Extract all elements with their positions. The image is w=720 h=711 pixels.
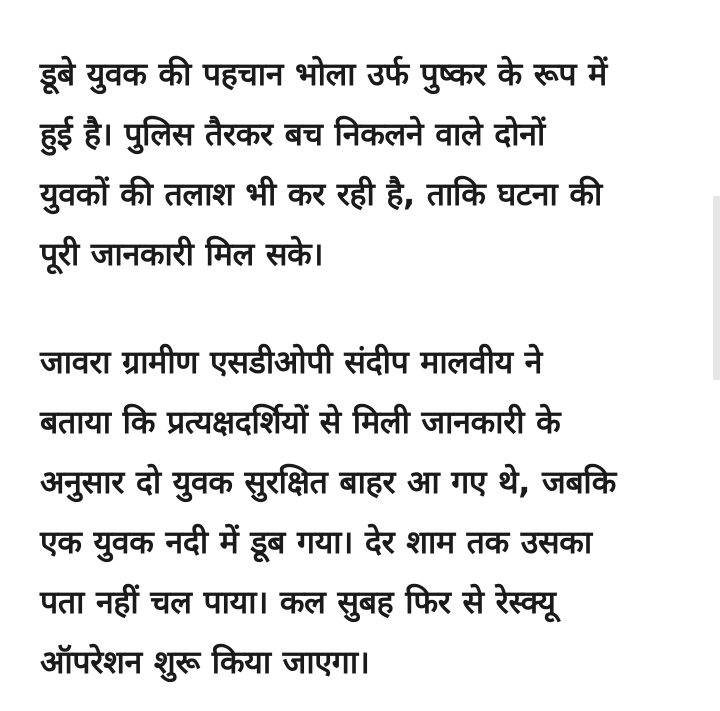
text-line: पता नहीं चल पाया। कल सुबह फिर से रेस्क्यू <box>40 583 556 621</box>
paragraph-sdop-statement <box>40 332 700 692</box>
text-line: डूबे युवक की पहचान भोला उर्फ पुष्कर के रूप में <box>40 55 607 93</box>
text-line: ऑपरेशन शुरू किया जाएगा। <box>40 643 370 681</box>
text-line: युवकों की तलाश भी कर रही है, ताकि घटना की <box>40 175 602 213</box>
article-body <box>40 44 700 692</box>
text-line: पूरी जानकारी मिल सके। <box>40 235 324 273</box>
scrollbar[interactable] <box>713 196 720 380</box>
text-line: हुई है। पुलिस तैरकर बच निकलने वाले दोनों <box>40 115 545 153</box>
text-line: जावरा ग्रामीण एसडीओपी संदीप मालवीय ने <box>40 343 543 381</box>
text-line: बताया कि प्रत्यक्षदर्शियों से मिली जानकारी के <box>40 403 561 441</box>
paragraph-spacer <box>40 284 700 332</box>
text-line: अनुसार दो युवक सुरक्षित बाहर आ गए थे, जबकि <box>40 463 616 501</box>
text-line: एक युवक नदी में डूब गया। देर शाम तक उसका <box>40 523 592 561</box>
paragraph-drowned-youth-identity <box>40 44 700 284</box>
